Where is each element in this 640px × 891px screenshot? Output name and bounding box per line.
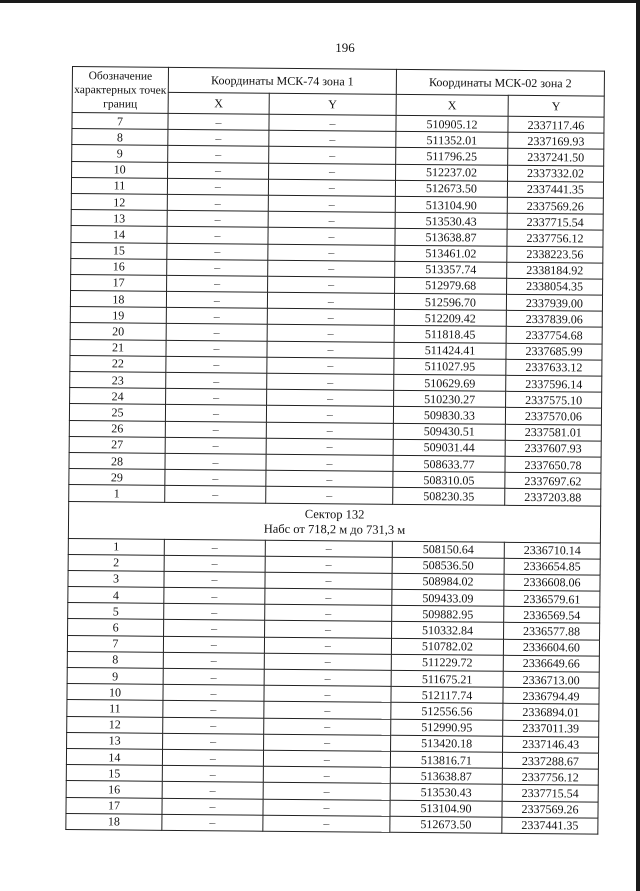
msk02-x-cell: 513816.71 [390,751,502,768]
msk74-x-cell: – [164,571,265,588]
msk02-x-cell: 511818.45 [394,326,506,343]
point-number-cell: 28 [69,452,165,469]
msk74-y-cell: – [267,292,394,309]
msk74-y-cell: – [263,766,390,783]
msk74-y-cell: – [264,702,391,719]
msk02-y-cell: 2337685.99 [506,343,602,360]
msk74-y-cell: – [267,325,394,342]
msk74-y-cell: – [267,308,394,325]
point-number-cell: 17 [66,797,162,814]
msk02-x-cell: 512673.50 [395,180,507,197]
point-number-cell: 24 [70,388,166,405]
msk74-y-cell: – [267,357,394,374]
msk02-x-cell: 513420.18 [391,735,503,752]
point-number-cell: 19 [70,307,166,324]
msk74-y-cell: – [263,815,390,832]
msk74-y-cell: – [264,653,391,670]
msk02-y-cell: 2337939.00 [506,294,602,311]
point-number-cell: 20 [70,323,166,340]
msk74-y-cell: – [268,244,395,261]
msk02-x-cell: 513357.74 [395,261,507,278]
msk02-x-cell: 511229.72 [391,654,503,671]
msk02-x-cell: 511352.01 [396,132,508,149]
msk74-x-cell: – [163,652,264,669]
table-body-block-1 [69,113,604,506]
msk02-x-cell: 512673.50 [390,816,502,833]
msk02-x-cell: 512979.68 [395,277,507,294]
msk02-y-cell: 2337570.06 [505,408,601,425]
msk02-y-cell: 2337756.12 [507,230,603,247]
msk74-y-cell: – [263,750,390,767]
msk74-x-cell: – [165,405,266,422]
msk74-x-cell: – [166,372,267,389]
msk74-x-cell: – [162,814,263,831]
msk02-x-cell: 510230.27 [394,391,506,408]
msk02-y-cell: 2337441.35 [502,817,598,834]
msk74-y-cell: – [266,470,393,487]
msk02-x-cell: 509031.44 [393,439,505,456]
msk74-x-cell: – [163,733,264,750]
msk74-x-cell: – [168,130,269,147]
msk02-x-cell: 510629.69 [394,374,506,391]
msk74-x-cell: – [163,685,264,702]
point-number-cell: 15 [66,765,162,782]
msk02-y-cell: 2336577.88 [504,623,600,640]
msk02-y-cell: 2337241.50 [508,149,604,166]
msk74-x-cell: – [163,717,264,734]
msk02-y-cell: 2337169.93 [508,132,604,149]
msk74-x-cell: – [168,146,269,163]
msk02-group-header: Координаты МСК-02 зона 2 [396,69,604,96]
msk02-x-cell: 510332.84 [392,622,504,639]
msk74-x-cell: – [166,389,267,406]
msk02-x-cell: 512237.02 [396,164,508,181]
point-number-cell: 1 [69,485,165,502]
msk02-y-cell: 2337607.93 [505,440,601,457]
msk74-x-cell: – [164,604,265,621]
point-number-cell: 6 [68,619,164,636]
msk02-y-cell: 2337203.88 [505,489,601,506]
msk74-x-cell: – [167,194,268,211]
msk02-y-cell: 2337332.02 [508,165,604,182]
msk02-x-cell: 509430.51 [393,423,505,440]
msk02-y-cell: 2337596.14 [506,375,602,392]
msk74-y-cell: – [264,637,391,654]
point-number-cell: 21 [70,339,166,356]
msk02-y-cell: 2337441.35 [507,181,603,198]
msk74-y-cell: – [266,454,393,471]
msk02-y-cell: 2337715.54 [502,785,598,802]
msk02-y-cell: 2336710.14 [504,542,600,559]
msk74-y-cell: – [266,438,393,455]
msk74-group-header: Координаты МСК-74 зона 1 [168,67,396,94]
msk74-y-cell: – [267,373,394,390]
table-header-row [72,67,604,97]
sector-title: Сектор 132 [304,506,365,522]
coordinates-sheet [65,66,604,834]
point-number-cell: 9 [72,145,168,162]
msk02-y-cell: 2336569.54 [504,607,600,624]
msk74-x-cell: – [166,340,267,357]
msk74-y-cell: – [268,276,395,293]
point-number-cell: 4 [68,587,164,604]
msk74-x-cell: – [167,178,268,195]
msk02-x-cell: 513104.90 [395,196,507,213]
sector-row [68,501,600,543]
point-number-cell: 23 [70,371,166,388]
msk74-x-cell: – [164,539,265,556]
point-number-cell: 15 [71,242,167,259]
msk02-y-cell: 2337288.67 [502,752,598,769]
msk02-x-cell: 508536.50 [392,557,504,574]
msk74-x-cell: – [162,749,263,766]
msk02-x-cell: 508230.35 [393,488,505,505]
page-number: 196 [335,40,355,55]
msk74-x-cell: – [166,324,267,341]
msk74-x-cell: – [163,701,264,718]
msk74-y-cell: – [264,685,391,702]
msk02-y-cell: 2337581.01 [505,424,601,441]
msk02-x-cell: 511796.25 [396,148,508,165]
point-number-cell: 3 [68,570,164,587]
msk02-y-header: Y [508,95,604,117]
point-number-cell: 10 [67,684,163,701]
point-number-cell: 13 [71,210,167,227]
msk74-y-cell: – [268,211,395,228]
msk74-x-cell: – [166,308,267,325]
msk74-x-header: X [168,92,269,114]
msk02-y-cell: 2336604.60 [503,639,599,656]
msk74-y-cell: – [265,588,392,605]
msk02-x-cell: 511675.21 [391,670,503,687]
point-number-cell: 8 [72,129,168,146]
msk74-y-cell: – [267,341,394,358]
msk02-x-cell: 508310.05 [393,471,505,488]
msk74-y-cell: – [268,260,395,277]
msk74-x-cell: – [165,486,266,503]
msk74-x-cell: – [168,162,269,179]
point-number-cell: 12 [71,193,167,210]
msk02-x-cell: 512596.70 [394,293,506,310]
msk74-x-cell: – [165,437,266,454]
msk02-y-cell: 2336713.00 [503,671,599,688]
msk02-y-cell: 2338054.35 [507,278,603,295]
msk74-x-cell: – [167,227,268,244]
msk02-y-cell: 2336579.61 [504,590,600,607]
msk74-y-cell: – [268,228,395,245]
msk74-x-cell: – [167,210,268,227]
msk02-x-cell: 511424.41 [394,342,506,359]
point-number-cell: 7 [67,635,163,652]
point-number-cell: 22 [70,355,166,372]
point-number-cell: 16 [66,781,162,798]
point-number-cell: 5 [68,603,164,620]
point-number-cell: 14 [66,748,162,765]
point-number-cell: 11 [71,177,167,194]
msk74-x-cell: – [164,587,265,604]
sector-section [68,501,600,543]
point-number-cell: 16 [71,258,167,275]
coordinates-table [65,66,605,834]
msk02-x-cell: 508633.77 [393,455,505,472]
msk74-y-cell: – [265,621,392,638]
sector-subtitle: Набс от 718,2 м до 731,3 м [263,521,406,537]
msk74-x-cell: – [166,356,267,373]
msk74-y-cell: – [265,604,392,621]
scan-border-top [0,0,640,3]
msk74-y-cell: – [263,783,390,800]
msk74-y-cell: – [264,734,391,751]
point-number-cell: 13 [67,732,163,749]
msk74-y-cell: – [264,718,391,735]
point-number-cell: 7 [72,113,168,130]
msk74-x-cell: – [162,798,263,815]
msk74-y-cell: – [265,540,392,557]
msk74-y-cell: – [267,389,394,406]
msk74-x-cell: – [165,421,266,438]
msk02-x-cell: 512990.95 [391,719,503,736]
point-number-cell: 11 [67,700,163,717]
msk02-y-cell: 2336794.49 [503,687,599,704]
msk02-y-cell: 2337146.43 [503,736,599,753]
msk74-y-cell: – [268,179,395,196]
msk74-x-cell: – [163,668,264,685]
point-number-cell: 27 [69,436,165,453]
msk02-x-cell: 509882.95 [392,606,504,623]
msk74-y-cell: – [264,669,391,686]
point-column-header: Обозначение характерных точек границ [72,67,168,114]
msk02-y-cell: 2336654.85 [504,558,600,575]
point-number-cell: 29 [69,469,165,486]
point-number-cell: 2 [68,554,164,571]
msk74-x-cell: – [167,259,268,276]
msk02-y-cell: 2337575.10 [506,391,602,408]
msk74-y-header: Y [269,93,396,115]
msk02-x-cell: 513461.02 [395,245,507,262]
msk02-y-cell: 2336894.01 [503,704,599,721]
point-number-cell: 9 [67,667,163,684]
msk74-y-cell: – [265,556,392,573]
msk74-x-cell: – [167,243,268,260]
msk74-x-cell: – [164,620,265,637]
point-number-cell: 18 [66,813,162,830]
msk74-x-cell: – [167,275,268,292]
msk74-y-cell: – [266,487,393,504]
msk74-x-cell: – [162,782,263,799]
msk02-x-header: X [396,94,508,116]
msk02-x-cell: 512556.56 [391,703,503,720]
msk02-y-cell: 2336649.66 [503,655,599,672]
msk74-y-cell: – [263,799,390,816]
msk02-x-cell: 511027.95 [394,358,506,375]
msk74-y-cell: – [268,195,395,212]
msk02-x-cell: 512117.74 [391,686,503,703]
msk74-x-cell: – [166,291,267,308]
msk74-x-cell: – [164,555,265,572]
msk74-y-cell: – [266,422,393,439]
msk02-x-cell: 509433.09 [392,589,504,606]
scan-border-right [636,0,640,891]
msk02-y-cell: 2338184.92 [507,262,603,279]
msk74-y-cell: – [269,147,396,164]
point-number-cell: 1 [68,538,164,555]
msk02-x-cell: 512209.42 [394,310,506,327]
msk74-x-cell: – [163,636,264,653]
msk02-x-cell: 513638.87 [390,767,502,784]
point-number-cell: 14 [71,226,167,243]
point-number-cell: 17 [71,274,167,291]
msk02-x-cell: 513638.87 [395,229,507,246]
msk02-y-cell: 2337650.78 [505,456,601,473]
point-number-cell: 12 [67,716,163,733]
point-number-cell: 10 [72,161,168,178]
point-number-cell: 25 [69,404,165,421]
msk02-y-cell: 2338223.56 [507,246,603,263]
msk74-y-cell: – [266,406,393,423]
msk02-y-cell: 2337756.12 [502,768,598,785]
msk02-y-cell: 2337697.62 [505,472,601,489]
msk02-y-cell: 2336608.06 [504,574,600,591]
msk74-x-cell: – [162,765,263,782]
table-body-block-2 [66,538,601,834]
msk02-y-cell: 2337633.12 [506,359,602,376]
msk74-y-cell: – [269,130,396,147]
msk02-y-cell: 2337011.39 [503,720,599,737]
msk02-y-cell: 2337715.54 [507,213,603,230]
msk02-x-cell: 508150.64 [392,541,504,558]
msk02-x-cell: 513530.43 [390,784,502,801]
msk02-y-cell: 2337754.68 [506,327,602,344]
table-row [66,813,598,834]
point-number-cell: 26 [69,420,165,437]
msk74-x-cell: – [165,453,266,470]
point-number-cell: 8 [67,651,163,668]
msk02-x-cell: 510782.02 [391,638,503,655]
msk02-x-cell: 513530.43 [395,212,507,229]
msk02-x-cell: 508984.02 [392,573,504,590]
msk74-y-cell: – [265,572,392,589]
msk02-y-cell: 2337569.26 [507,197,603,214]
msk74-x-cell: – [168,113,269,130]
msk02-y-cell: 2337569.26 [502,801,598,818]
msk74-y-cell: – [269,163,396,180]
point-number-cell: 18 [70,291,166,308]
msk74-y-cell: – [269,114,396,131]
msk02-x-cell: 513104.90 [390,800,502,817]
msk74-x-cell: – [165,469,266,486]
msk02-y-cell: 2337117.46 [508,116,604,133]
msk02-x-cell: 509830.33 [393,407,505,424]
sector-cell [68,501,600,543]
msk02-y-cell: 2337839.06 [506,311,602,328]
msk02-x-cell: 510905.12 [396,115,508,132]
